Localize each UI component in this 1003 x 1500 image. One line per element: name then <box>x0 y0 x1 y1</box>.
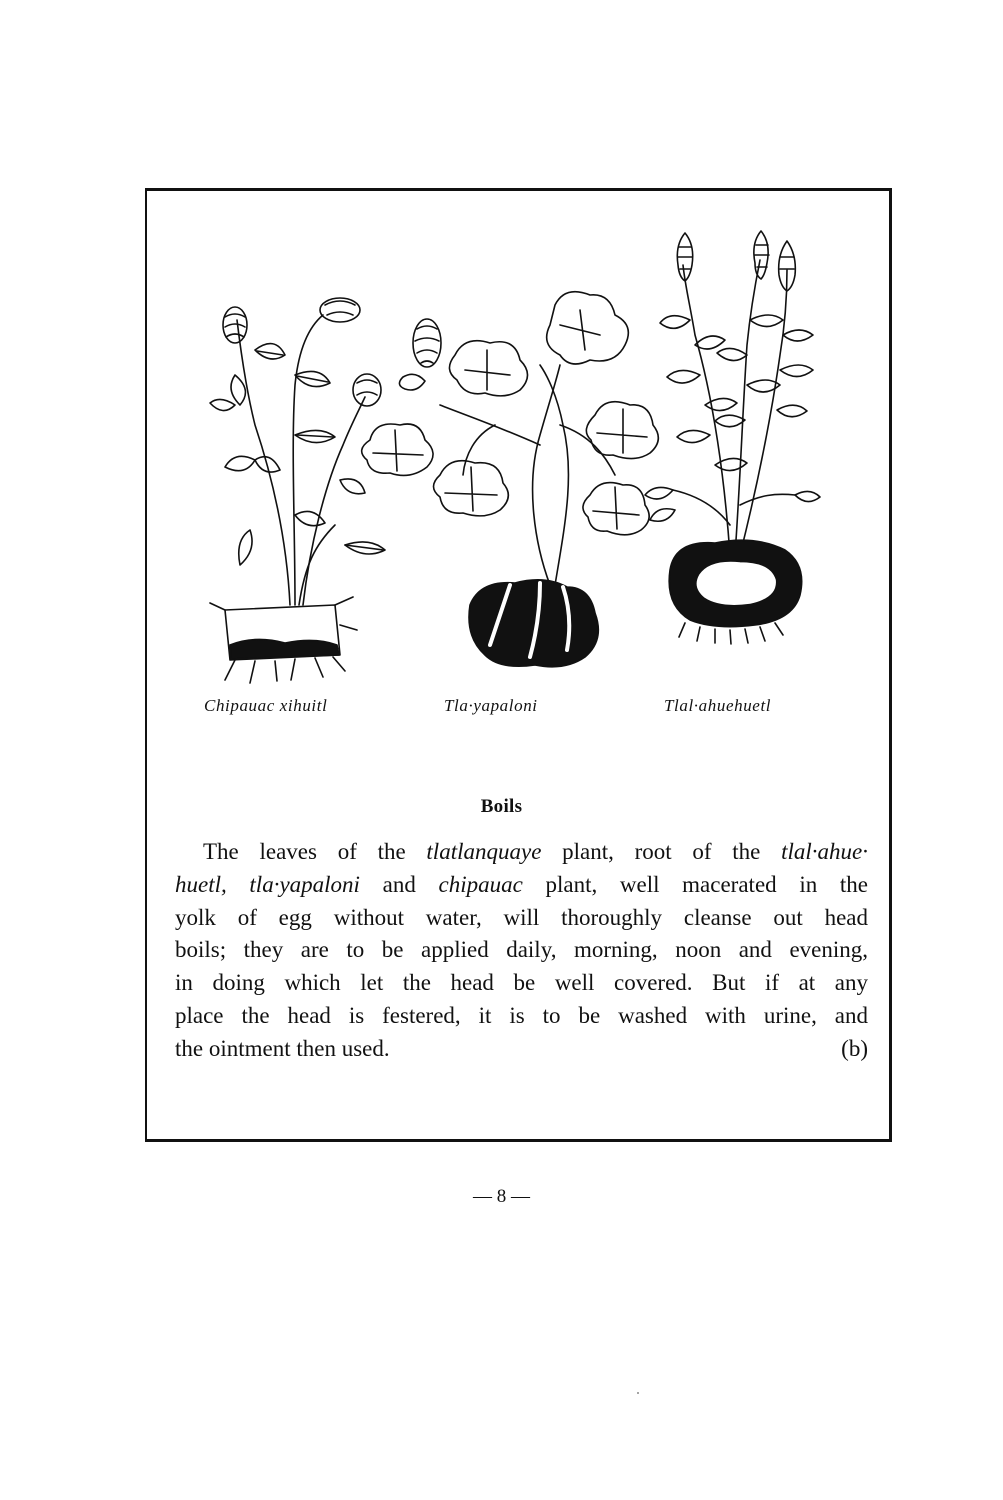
source-mark: (b) <box>841 1035 868 1061</box>
line-1-text-a: The leaves of the <box>203 839 427 864</box>
paragraph-line-5: in doing which let the head be well covered. But if at any <box>175 970 868 996</box>
tlal-ahuehuetl-drawing <box>645 231 820 644</box>
line-7-text: the ointment then used. <box>175 1035 390 1061</box>
paragraph-line-1 <box>175 836 868 869</box>
paragraph-line-3: yolk of egg without water, will thoroughly cleanse out head <box>175 904 868 930</box>
paragraph-line-2 <box>175 869 868 902</box>
paragraph-line-4: boils; they are to be applied daily, morning, noon and evening, <box>175 937 868 963</box>
caption-tla-yapaloni: Tla·yapaloni <box>444 696 538 715</box>
tla-yapaloni-drawing <box>362 292 659 667</box>
plant-name-tlal-ahuehuetl-part: tlal·ahue· <box>781 839 869 864</box>
paper-speck <box>637 1392 639 1394</box>
line-2-text-b: and <box>359 871 439 897</box>
page-number: — 8 — <box>473 1186 530 1207</box>
line-1-text-c: plant, root of the <box>541 839 782 864</box>
plant-name-tlatlanquaye: tlatlanquaye <box>426 839 542 864</box>
caption-chipauac-xihuitl: Chipauac xihuitl <box>204 696 328 715</box>
chipauac-xihuitl-drawing <box>210 298 385 683</box>
body-paragraph <box>175 836 868 1066</box>
paragraph-line-6: place the head is festered, it is to be washed with urine, and <box>175 1002 868 1028</box>
plant-names-line-2: huetl, tla·yapaloni <box>175 871 360 897</box>
paragraph-line-7 <box>175 1033 868 1066</box>
caption-tlal-ahuehuetl: Tlal·ahuehuetl <box>664 696 772 715</box>
line-2-text-d: plant, well macerated in the <box>522 871 868 897</box>
plant-name-chipauac: chipauac <box>438 871 523 897</box>
section-heading: Boils <box>480 796 523 817</box>
plant-illustration <box>195 225 845 685</box>
